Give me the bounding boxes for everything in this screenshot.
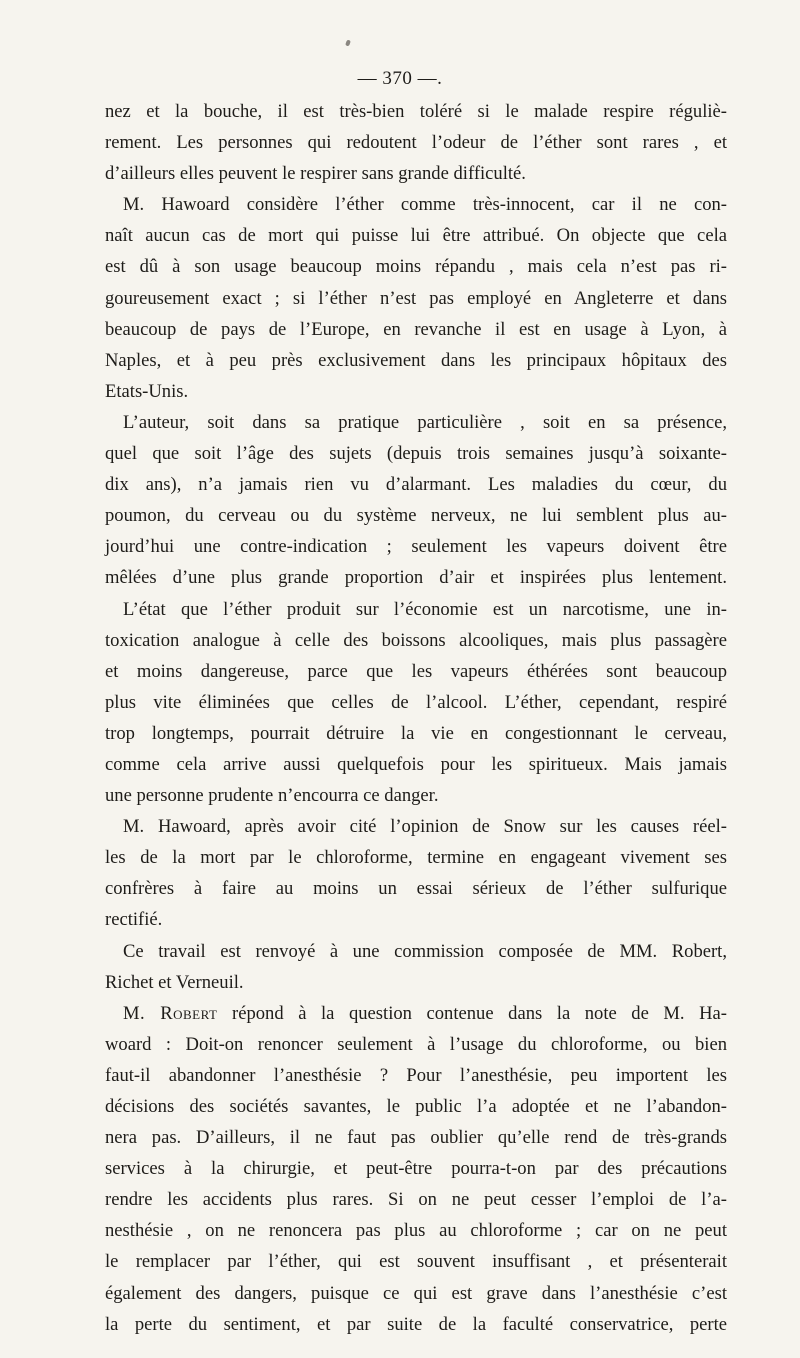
body-text	[105, 96, 727, 1340]
ink-speck	[345, 39, 351, 46]
text-line: dix ans), n’a jamais rien vu d’alarmant. Les maladies du cœur, du	[105, 474, 727, 496]
text-line: la perte du sentiment, et par suite de la faculté conservatrice, perte	[105, 1313, 727, 1335]
text-line: décisions des sociétés savantes, le public l’a adoptée et ne l’abandon-	[105, 1096, 727, 1117]
text-line: d’ailleurs elles peuvent le respirer sans grande difficulté.	[105, 163, 526, 185]
text-line: quel que soit l’âge des sujets (depuis trois semaines jusqu’à soixante-	[105, 443, 727, 465]
text-line: M. Hawoard considère l’éther comme très-innocent, car il ne con-	[123, 194, 727, 216]
text-line: Ce travail est renvoyé à une commission composée de MM. Robert,	[123, 940, 727, 962]
speaker-name: M. Robert	[123, 1002, 218, 1024]
text-line: beaucoup de pays de l’Europe, en revanche il est en usage à Lyon, à	[105, 318, 727, 340]
text-line: poumon, du cerveau ou du système nerveux, ne lui semblent plus au-	[105, 505, 727, 527]
text-line	[105, 998, 727, 1029]
text-line: jourd’hui une contre-indication ; seulement les vapeurs doivent être	[105, 536, 727, 558]
text-line-continuation: répond à la question contenue dans la note de M. Ha-	[232, 1002, 727, 1024]
text-line: les de la mort par le chloroforme, termine en engageant vivement ses	[105, 847, 727, 869]
text-line: nesthésie , on ne renoncera pas plus au chloroforme ; car on ne peut	[105, 1220, 727, 1242]
text-line: trop longtemps, pourrait détruire la vie en congestionnant le cerveau,	[105, 722, 727, 744]
text-line: une personne prudente n’encourra ce danger.	[105, 785, 439, 807]
text-line: Etats-Unis.	[105, 380, 189, 402]
text-line: L’état que l’éther produit sur l’économie est un narcotisme, une in-	[123, 598, 727, 620]
text-line: comme cela arrive aussi quelquefois pour les spiritueux. Mais jamais	[105, 753, 727, 775]
text-line: goureusement exact ; si l’éther n’est pas employé en Angleterre et dans	[105, 287, 727, 309]
text-line: plus vite éliminées que celles de l’alcool. L’éther, cependant, respiré	[105, 691, 727, 713]
text-line: rectifié.	[105, 909, 163, 931]
text-line: également des dangers, puisque ce qui est grave dans l’anesthésie c’est	[105, 1282, 727, 1304]
text-line: woard : Doit-on renoncer seulement à l’usage du chloroforme, ou bien	[105, 1033, 727, 1055]
text-line: services à la chirurgie, et peut-être pourra-t-on par des précautions	[105, 1158, 727, 1180]
text-line: mêlées d’une plus grande proportion d’air et inspirées plus lentement.	[105, 567, 727, 589]
text-line: rement. Les personnes qui redoutent l’odeur de l’éther sont rares , et	[105, 132, 727, 154]
text-line: Naples, et à peu près exclusivement dans les principaux hôpitaux des	[105, 349, 727, 371]
page-number: — 370 —.	[357, 68, 443, 89]
text-line: nez et la bouche, il est très-bien toléré si le malade respire réguliè-	[105, 101, 727, 122]
text-line: faut-il abandonner l’anesthésie ? Pour l’anesthésie, peu importent les	[105, 1064, 727, 1086]
text-line: est dû à son usage beaucoup moins répandu , mais cela n’est pas ri-	[105, 256, 727, 278]
text-line: M. Hawoard, après avoir cité l’opinion de Snow sur les causes réel-	[123, 816, 727, 838]
text-line: naît aucun cas de mort qui puisse lui être attribué. On objecte que cela	[105, 225, 727, 247]
text-line: confrères à faire au moins un essai sérieux de l’éther sulfurique	[105, 878, 727, 900]
text-line: toxication analogue à celle des boissons alcooliques, mais plus passagère	[105, 629, 727, 651]
text-line: L’auteur, soit dans sa pratique particulière , soit en sa présence,	[123, 411, 727, 433]
text-line: rendre les accidents plus rares. Si on ne peut cesser l’emploi de l’a-	[105, 1189, 727, 1211]
text-line: nera pas. D’ailleurs, il ne faut pas oublier qu’elle rend de très-grands	[105, 1127, 727, 1149]
text-line: le remplacer par l’éther, qui est souvent insuffisant , et présenterait	[105, 1251, 727, 1273]
text-line: Richet et Verneuil.	[105, 971, 244, 993]
text-line: et moins dangereuse, parce que les vapeurs éthérées sont beaucoup	[105, 660, 727, 682]
